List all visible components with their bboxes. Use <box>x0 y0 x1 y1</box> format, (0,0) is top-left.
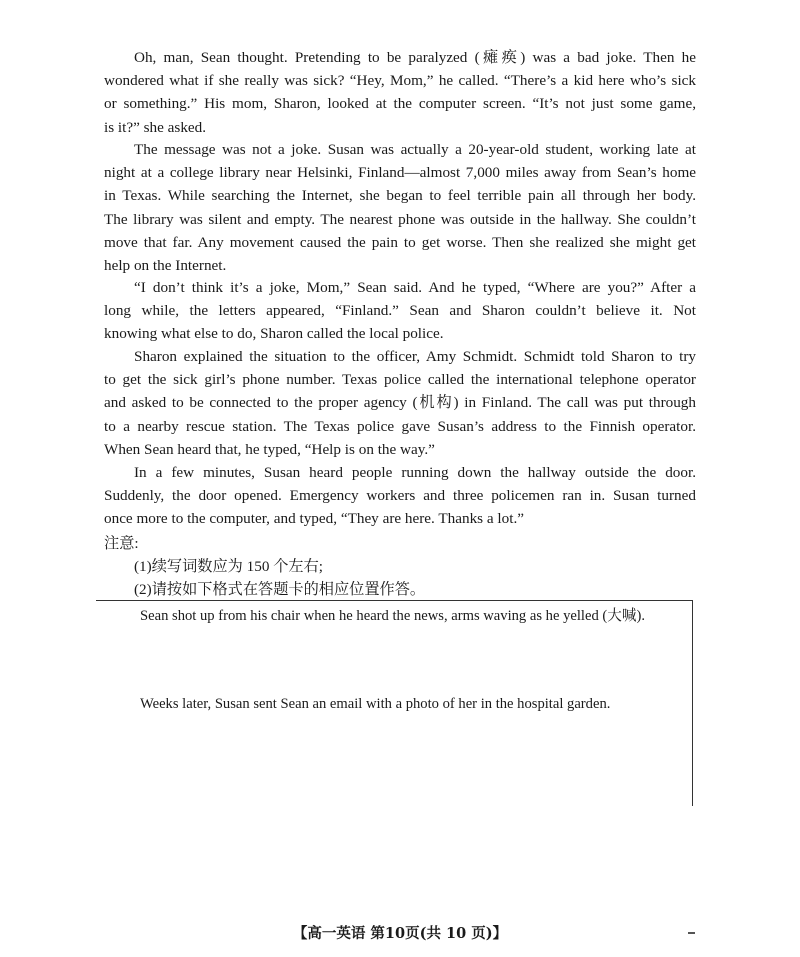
paragraph-line: When Sean heard that, he typed, “Help is on the way.” <box>104 440 435 458</box>
answer-first-line: Sean shot up from his chair when he heard the news, arms waving as he yelled (大喊). <box>140 608 645 624</box>
paragraph-line: move that far. Any movement caused the pain to get worse. Then she realized she might get <box>104 233 696 251</box>
paragraph-line: to a nearby rescue station. The Texas police gave Susan’s address to the Finnish operator. <box>104 417 696 435</box>
paragraph-line: night at a college library near Helsinki, Finland—almost 7,000 miles away from Sean’s home <box>104 164 696 182</box>
paragraph-line: in Texas. While searching the Internet, she began to feel terrible pain all through her body. <box>104 187 696 205</box>
paragraph-line: to get the sick girl’s phone number. Texas police called the international telephone operator <box>104 371 696 389</box>
story-paragraph-5 <box>104 461 696 531</box>
paragraph-line: Oh, man, Sean thought. Pretending to be paralyzed (瘫痪) was a bad joke. Then he <box>134 49 696 66</box>
paragraph-line: is it?” she asked. <box>104 118 207 136</box>
story-paragraph-1 <box>104 46 696 139</box>
paragraph-line: wondered what if she really was sick? “Hey, Mom,” he called. “There’s a kid here who’s sick <box>104 72 696 90</box>
paragraph-line: help on the Internet. <box>104 257 227 275</box>
paragraph-line: long while, the letters appeared, “Finland.” Sean and Sharon couldn’t believe it. Not <box>104 302 696 320</box>
story-paragraph-3 <box>104 276 696 346</box>
paragraph-line: “I don’t think it’s a joke, Mom,” Sean said. And he typed, “Where are you?” After a <box>134 279 696 296</box>
paragraph-line: once more to the computer, and typed, “They are here. Thanks a lot.” <box>104 510 524 528</box>
story-paragraph-4 <box>104 345 696 461</box>
answer-second-line: Weeks later, Susan sent Sean an email with a photo of her in the hospital garden. <box>140 696 611 712</box>
story-paragraph-2 <box>104 138 696 277</box>
paragraph-line: In a few minutes, Susan heard people running down the hallway outside the door. <box>134 464 696 481</box>
paragraph-line: knowing what else to do, Sharon called the local police. <box>104 325 444 343</box>
paragraph-line: Suddenly, the door opened. Emergency workers and three policemen ran in. Susan turned <box>104 487 696 505</box>
note-item-word-count: (1)续写词数应为 150 个左右; <box>134 558 323 575</box>
paragraph-line: The message was not a joke. Susan was actually a 20-year-old student, working late at <box>134 141 696 158</box>
paragraph-line: Sharon explained the situation to the officer, Amy Schmidt. Schmidt told Sharon to try <box>134 348 696 365</box>
paragraph-line: and asked to be connected to the proper agency (机构) in Finland. The call was put through <box>104 394 696 412</box>
corner-mark <box>688 932 695 934</box>
paragraph-line: or something.” His mom, Sharon, looked at the computer screen. “It’s not just some game, <box>104 95 696 113</box>
page-footer: 【高一英语 第10页(共 10 页)】 <box>292 925 508 942</box>
paragraph-line: The library was silent and empty. The nearest phone was outside in the hallway. She couldn’t <box>104 210 696 228</box>
notes-title: 注意: <box>104 535 139 552</box>
note-item-format: (2)请按如下格式在答题卡的相应位置作答。 <box>134 581 426 598</box>
